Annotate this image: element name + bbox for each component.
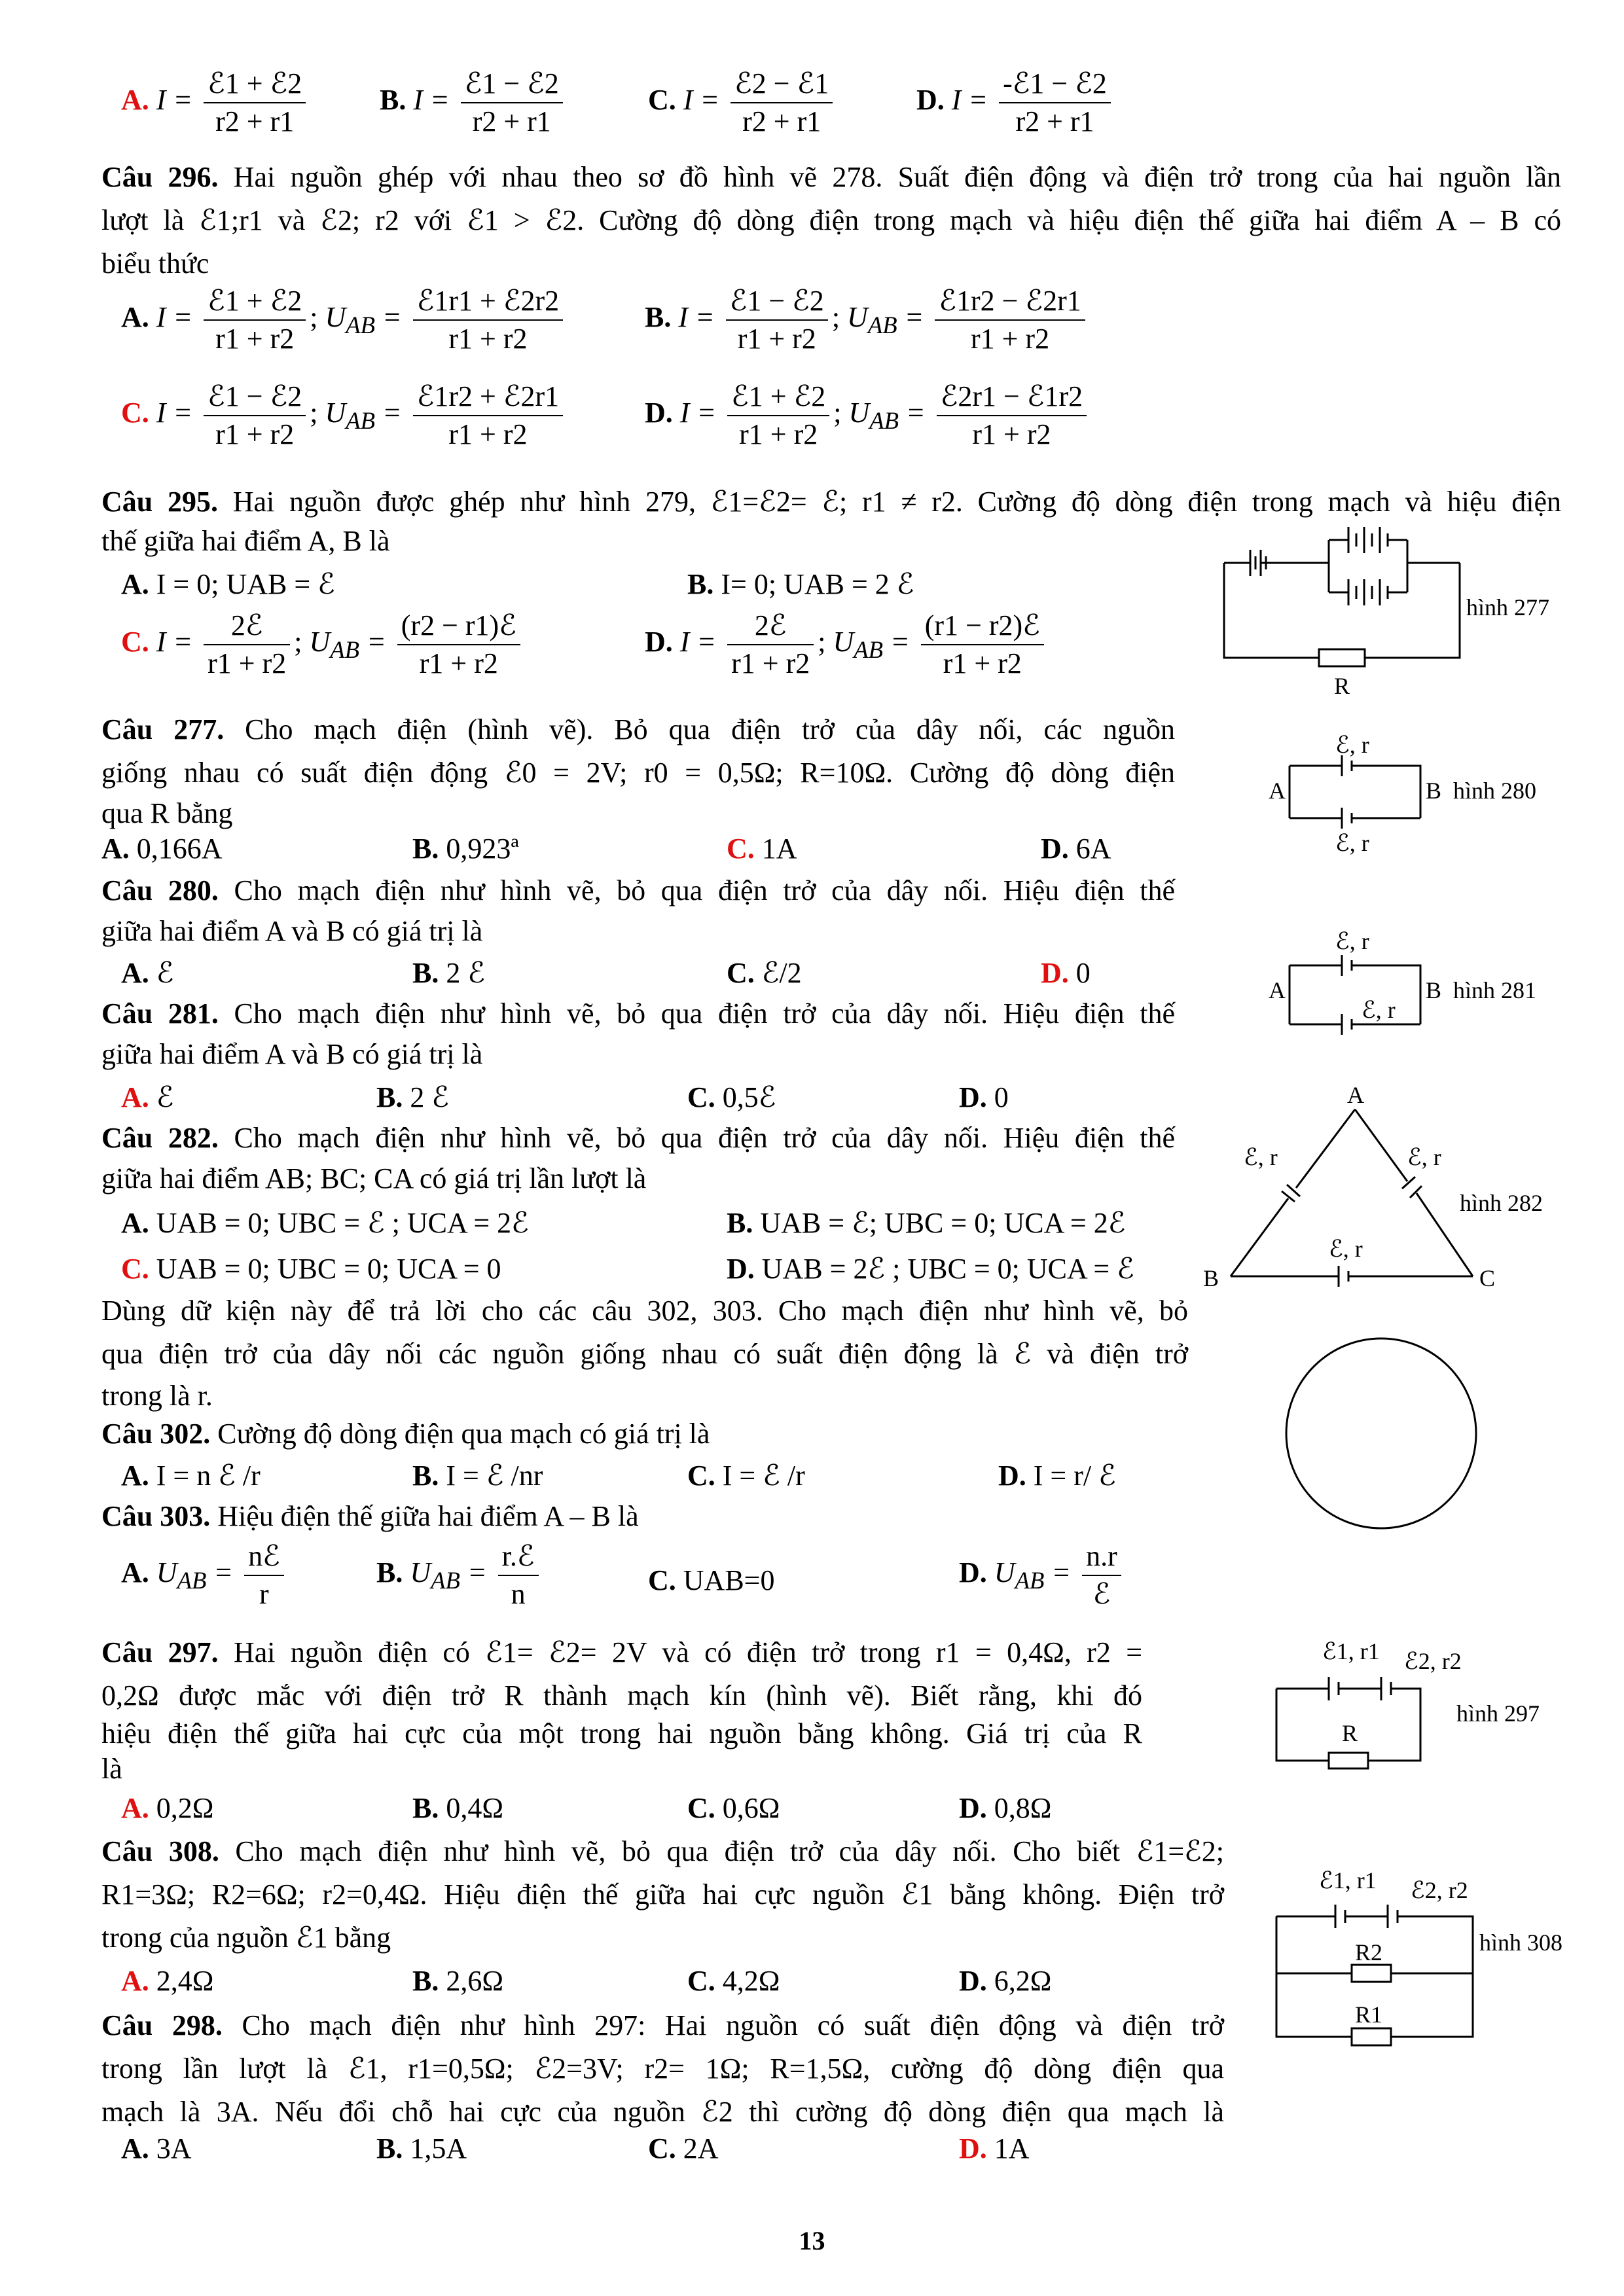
option-letter: D.: [1041, 957, 1069, 989]
numerator: ℰ1 − ℰ2: [204, 378, 306, 416]
question-text: Cho mạch điện như hình vẽ, bỏ qua điện trở của dây nối. Hiệu điện thế: [234, 1122, 1176, 1154]
denominator: r2 + r1: [742, 105, 821, 137]
option-text: 6,2Ω: [994, 1965, 1052, 1997]
q298-line1: [101, 2004, 1224, 2047]
option-text: UAB = 0; UBC = 0; UCA = 0: [156, 1253, 501, 1285]
q282-option-b: [727, 1206, 1125, 1241]
q308-line1: [101, 1830, 1224, 1873]
figure-297-r-label: R: [1342, 1720, 1358, 1746]
q308-option-a: [121, 1964, 213, 1999]
option-letter: D.: [998, 1460, 1026, 1492]
numerator: -ℰ1 − ℰ2: [999, 65, 1111, 103]
denominator: r1 + r2: [215, 323, 295, 355]
denominator: r2 + r1: [215, 105, 295, 137]
fraction: [1082, 1538, 1121, 1613]
shared-line3: [101, 1378, 213, 1414]
q277-option-b: [412, 831, 519, 867]
option-letter: A.: [121, 568, 149, 600]
option-letter: A.: [121, 1207, 149, 1239]
figure-281-bottom-label: ℰ, r: [1362, 997, 1396, 1023]
option-letter: D.: [959, 2132, 987, 2164]
q303-option-b: B. $U_{AB}$ = r.ℰ n: [376, 1538, 543, 1613]
formula-lhs: I =: [951, 84, 988, 117]
figure-281-b-label: B: [1426, 977, 1442, 1003]
option-letter: B.: [376, 1081, 403, 1113]
figure-281-top-label: ℰ, r: [1335, 928, 1369, 954]
question-text: Hai nguồn điện có ℰ1= ℰ2= 2V và có điện trở trong r1 = 0,4Ω, r2 =: [234, 1636, 1143, 1668]
q302-option-c: [687, 1458, 805, 1494]
option-letter: D.: [727, 1253, 755, 1285]
option-letter: A.: [121, 301, 149, 334]
q297-line2: [101, 1674, 1142, 1717]
q277-line2: [101, 751, 1175, 795]
numerator: ℰ1r1 + ℰ2r2: [413, 283, 563, 321]
question-text: Cho mạch điện như hình vẽ, bỏ qua điện trở của dây nối. Hiệu điện thế: [234, 874, 1176, 906]
option-letter: B.: [412, 1965, 439, 1997]
option-text: 0,8Ω: [994, 1792, 1052, 1824]
option-letter: C.: [687, 1081, 715, 1113]
figure-280: [1257, 733, 1558, 864]
numerator: ℰ2 − ℰ1: [731, 65, 833, 103]
q280-line1: [101, 869, 1175, 912]
top-option-c: [648, 65, 837, 140]
option-letter: A.: [121, 2132, 149, 2164]
figure-308-s1-label: ℰ1, r1: [1319, 1867, 1377, 1893]
option-letter: D.: [959, 1556, 987, 1589]
option-text: 0,2Ω: [156, 1792, 214, 1824]
figure-282-bottom-label: ℰ, r: [1329, 1236, 1363, 1262]
option-letter: B.: [376, 2132, 403, 2164]
q302-option-b: [412, 1458, 543, 1494]
option-letter: B.: [380, 84, 406, 117]
option-text: 2A: [683, 2132, 719, 2164]
question-text: hiệu điện thế giữa hai cực của một trong hai nguồn bằng không. Giá trị của R: [101, 1717, 1142, 1749]
option-letter: A.: [121, 1792, 149, 1824]
figure-282-caption: hình 282: [1460, 1190, 1543, 1216]
q277-option-d: [1041, 831, 1111, 867]
question-label: Câu 302.: [101, 1418, 211, 1450]
q308-line2: [101, 1873, 1224, 1916]
question-text: Hiệu điện thế giữa hai điểm A – B là: [217, 1500, 639, 1532]
fraction: [413, 378, 563, 453]
option-letter: C.: [121, 397, 149, 429]
q280-option-c: [727, 956, 802, 991]
q277-line1: [101, 708, 1175, 751]
option-text: UAB=0: [683, 1564, 775, 1596]
q302-option-a: [121, 1458, 261, 1494]
question-text: giống nhau có suất điện động ℰ0 = 2V; r0 = 0,5Ω; R=10Ω. Cường độ dòng điện: [101, 757, 1175, 789]
q308-option-b: [412, 1964, 503, 1999]
fraction: [731, 65, 833, 140]
denominator: r1 + r2: [448, 323, 528, 355]
numerator: ℰ1 − ℰ2: [461, 65, 563, 103]
q281-option-b: [376, 1080, 449, 1115]
question-text: qua R bằng: [101, 797, 233, 829]
denominator: r1 + r2: [737, 323, 816, 355]
question-text: Hai nguồn được ghép như hình 279, ℰ1=ℰ2= ℰ; r1 ≠ r2. Cường độ dòng điện trong mạch và hiệu điện: [232, 486, 1562, 518]
question-text: trong là r.: [101, 1380, 213, 1412]
figure-circle: [1276, 1329, 1486, 1538]
question-label: Câu 297.: [101, 1636, 219, 1668]
q281-option-c: [687, 1080, 776, 1115]
q298-line3: [101, 2090, 1224, 2134]
numerator: (r2 − r1)ℰ: [397, 607, 520, 645]
q302-option-d: [998, 1458, 1116, 1494]
option-text: 1A: [761, 833, 797, 865]
question-label: Câu 282.: [101, 1122, 219, 1154]
denominator: r: [259, 1578, 269, 1610]
figure-281: [1257, 920, 1558, 1050]
fraction: [999, 65, 1111, 140]
numerator: (r1 − r2)ℰ: [921, 607, 1044, 645]
q297-option-c: [687, 1791, 780, 1826]
q280-option-b: [412, 956, 485, 991]
numerator: r.ℰ: [498, 1538, 539, 1576]
q296-line1: [101, 156, 1561, 199]
option-letter: C.: [121, 1253, 149, 1285]
option-letter: B.: [376, 1556, 403, 1589]
denominator: n: [511, 1578, 526, 1610]
question-text: Cho mạch điện như hình 297: Hai nguồn có suất điện động và điện trở: [242, 2009, 1224, 2041]
question-label: Câu 298.: [101, 2009, 223, 2041]
q281-option-a: [121, 1080, 173, 1115]
option-letter: B.: [412, 1792, 439, 1824]
denominator: r1 + r2: [208, 647, 287, 679]
option-letter: D.: [959, 1792, 987, 1824]
option-letter: C.: [687, 1460, 715, 1492]
q297-line1: [101, 1631, 1142, 1674]
denominator: r1 + r2: [731, 647, 810, 679]
option-letter: A.: [121, 1556, 149, 1589]
option-text: 0,923ª: [446, 833, 519, 865]
fraction: [727, 607, 814, 682]
question-label: Câu 295.: [101, 486, 218, 518]
figure-282-b-label: B: [1203, 1265, 1219, 1289]
numerator: ℰ1 + ℰ2: [204, 283, 306, 321]
option-text: I = 0; UAB = ℰ: [156, 568, 335, 600]
q295-option-d: D. I = 2ℰ r1 + r2 ; $U_{AB}$ = (r1 − r2)ℰ r1 + r2: [645, 607, 1048, 682]
option-text: I = ℰ /r: [722, 1460, 805, 1492]
q296-option-a: A. I = ℰ1 + ℰ2 r1 + r2 ; $U_{AB}$ = ℰ1r1 + ℰ2r2 r1 + r2: [121, 283, 567, 357]
q303-option-a: A. $U_{AB}$ = nℰ r: [121, 1538, 288, 1613]
q295-option-b: [687, 567, 914, 602]
q308-option-d: [959, 1964, 1051, 1999]
figure-280-caption: hình 280: [1453, 778, 1537, 804]
option-text: I= 0; UAB = 2 ℰ: [721, 568, 914, 600]
option-text: ℰ/2: [761, 957, 802, 989]
figure-281-caption: hình 281: [1453, 977, 1537, 1003]
option-letter: D.: [916, 84, 945, 117]
numerator: n.r: [1082, 1538, 1121, 1576]
fraction: [204, 65, 306, 140]
top-option-d: [916, 65, 1115, 140]
top-option-a: [121, 65, 310, 140]
question-label: Câu 296.: [101, 161, 219, 193]
option-text: 2,6Ω: [446, 1965, 504, 1997]
fraction: [461, 65, 563, 140]
formula-lhs: I =: [413, 84, 450, 117]
option-text: ℰ: [156, 1081, 174, 1113]
denominator: r1 + r2: [215, 418, 295, 450]
q281-option-d: [959, 1080, 1009, 1115]
q303-option-d: D. $U_{AB}$ = n.r ℰ: [959, 1538, 1125, 1613]
option-text: 0: [994, 1081, 1009, 1113]
question-text: Hai nguồn ghép với nhau theo sơ đồ hình vẽ 278. Suất điện động và điện trở trong của hai nguồn lần: [233, 161, 1562, 193]
option-letter: A.: [121, 1460, 149, 1492]
question-text: qua điện trở của dây nối các nguồn giống nhau có suất điện động là ℰ và điện trở: [101, 1338, 1188, 1370]
figure-308-r1-label: R1: [1355, 2001, 1383, 2028]
question-text: Cường độ dòng điện qua mạch có giá trị là: [217, 1418, 710, 1450]
option-letter: C.: [121, 626, 149, 658]
q297-line3: [101, 1712, 1142, 1755]
question-text: trong lần lượt là ℰ1, r1=0,5Ω; ℰ2=3V; r2= 1Ω; R=1,5Ω, cường độ dòng điện qua: [101, 2053, 1224, 2085]
page-number: 13: [799, 2226, 825, 2255]
option-letter: A.: [101, 833, 130, 865]
fraction: [498, 1538, 539, 1613]
figure-280-bottom-label: ℰ, r: [1335, 830, 1369, 856]
q303-line1: [101, 1499, 639, 1534]
fraction: [921, 607, 1044, 682]
option-letter: B.: [687, 568, 714, 600]
numerator: nℰ: [244, 1538, 284, 1576]
option-letter: C.: [687, 1792, 715, 1824]
question-label: Câu 308.: [101, 1835, 219, 1867]
fraction: [204, 607, 290, 682]
option-letter: D.: [645, 397, 673, 429]
numerator: ℰ1 − ℰ2: [726, 283, 828, 321]
q303-option-c: [648, 1563, 775, 1598]
figure-280-top-label: ℰ, r: [1335, 733, 1369, 758]
figure-282-left-label: ℰ, r: [1244, 1144, 1278, 1170]
q298-option-b: [376, 2131, 467, 2166]
option-text: UAB = 2ℰ ; UBC = 0; UCA = ℰ: [761, 1253, 1134, 1285]
option-text: UAB = 0; UBC = ℰ ; UCA = 2ℰ: [156, 1207, 529, 1239]
q297-line4: [101, 1751, 122, 1787]
option-letter: C.: [648, 2132, 676, 2164]
denominator: r1 + r2: [972, 418, 1051, 450]
option-text: 0: [1075, 957, 1091, 989]
fraction: [397, 607, 520, 682]
option-text: 0,6Ω: [722, 1792, 780, 1824]
q277-option-a: [101, 831, 223, 867]
question-text: mạch là 3A. Nếu đổi chỗ hai cực của nguồn ℰ2 thì cường độ dòng điện qua mạch là: [101, 2096, 1224, 2128]
question-text: biểu thức: [101, 247, 209, 279]
figure-280-b-label: B: [1426, 778, 1442, 804]
option-text: UAB = ℰ; UBC = 0; UCA = 2ℰ: [760, 1207, 1126, 1239]
question-text: trong của nguồn ℰ1 bằng: [101, 1922, 391, 1954]
q280-line2: [101, 914, 482, 949]
figure-277-r-label: R: [1334, 673, 1350, 699]
option-text: 2,4Ω: [156, 1965, 214, 1997]
option-text: 2 ℰ: [446, 957, 485, 989]
numerator: ℰ1r2 + ℰ2r1: [413, 378, 563, 416]
q296-option-c: C. I = ℰ1 − ℰ2 r1 + r2 ; $U_{AB}$ = ℰ1r2 + ℰ2r1 r1 + r2: [121, 378, 567, 453]
option-letter: B.: [412, 833, 439, 865]
option-letter: A.: [121, 1965, 149, 1997]
option-text: 0,4Ω: [446, 1792, 504, 1824]
figure-297-caption: hình 297: [1456, 1700, 1540, 1727]
shared-line2: [101, 1333, 1188, 1376]
option-letter: C.: [687, 1965, 715, 1997]
q282-line2: [101, 1161, 646, 1196]
denominator: ℰ: [1092, 1578, 1111, 1610]
figure-281-a-label: A: [1269, 977, 1286, 1003]
figure-308-r2-label: R2: [1355, 1939, 1383, 1965]
question-label: Câu 280.: [101, 874, 219, 906]
fraction: [727, 378, 829, 453]
option-letter: C.: [648, 1564, 676, 1596]
q280-option-a: [121, 956, 173, 991]
fraction: [244, 1538, 284, 1613]
formula-lhs: I =: [683, 84, 720, 117]
fraction: [935, 283, 1085, 357]
option-text: 1,5A: [410, 2132, 467, 2164]
question-text: là: [101, 1753, 122, 1785]
figure-282: [1191, 1080, 1571, 1289]
option-letter: B.: [412, 957, 439, 989]
question-text: lượt là ℰ1;r1 và ℰ2; r2 với ℰ1 > ℰ2. Cường độ dòng điện trong mạch và hiệu điện thế giữa hai điểm A – B có: [101, 204, 1561, 236]
q295-option-c: C. I = 2ℰ r1 + r2 ; $U_{AB}$ = (r2 − r1)ℰ r1 + r2: [121, 607, 524, 682]
fraction: [413, 283, 563, 357]
q277-line3: [101, 796, 232, 831]
option-letter: B.: [412, 1460, 439, 1492]
option-letter: D.: [1041, 833, 1069, 865]
fraction: [204, 283, 306, 357]
q296-option-b: B. I = ℰ1 − ℰ2 r1 + r2 ; $U_{AB}$ = ℰ1r2 − ℰ2r1 r1 + r2: [645, 283, 1089, 357]
question-text: thế giữa hai điểm A, B là: [101, 525, 390, 557]
numerator: 2ℰ: [204, 607, 290, 645]
option-letter: B.: [727, 1207, 753, 1239]
option-letter: C.: [727, 957, 755, 989]
q295-line2: [101, 524, 390, 559]
figure-280-a-label: A: [1269, 778, 1286, 804]
q282-option-c: [121, 1251, 501, 1287]
fraction: [204, 378, 306, 453]
q308-option-c: [687, 1964, 780, 1999]
numerator: ℰ1 + ℰ2: [204, 65, 306, 103]
figure-297: [1257, 1630, 1571, 1774]
option-letter: A.: [121, 1081, 149, 1113]
figure-282-a-label: A: [1347, 1082, 1364, 1108]
option-letter: D.: [959, 1965, 987, 1997]
q298-option-d: [959, 2131, 1030, 2166]
denominator: r1 + r2: [739, 418, 818, 450]
numerator: 2ℰ: [727, 607, 814, 645]
figure-297-s2-label: ℰ2, r2: [1404, 1648, 1462, 1674]
q282-option-d: [727, 1251, 1134, 1287]
denominator: r2 + r1: [472, 105, 551, 137]
top-option-b: [380, 65, 567, 140]
option-text: 4,2Ω: [722, 1965, 780, 1997]
q298-line2: [101, 2047, 1224, 2090]
question-label: Câu 277.: [101, 713, 225, 745]
q282-option-a: [121, 1206, 529, 1241]
figure-277: [1204, 511, 1571, 707]
q280-option-d: [1041, 956, 1091, 991]
option-text: ℰ: [156, 957, 174, 989]
denominator: r1 + r2: [448, 418, 528, 450]
option-text: I = n ℰ /r: [156, 1460, 261, 1492]
q281-line1: [101, 992, 1175, 1035]
figure-308-caption: hình 308: [1479, 1929, 1563, 1956]
option-text: 6A: [1075, 833, 1111, 865]
question-text: Cho mạch điện như hình vẽ, bỏ qua điện trở của dây nối. Hiệu điện thế: [234, 997, 1176, 1030]
question-text: 0,2Ω được mắc với điện trở R thành mạch kín (hình vẽ). Biết rằng, khi đó: [101, 1679, 1142, 1712]
option-letter: C.: [727, 833, 755, 865]
q308-line3: [101, 1920, 391, 1956]
q302-line1: [101, 1416, 710, 1452]
question-label: Câu 303.: [101, 1500, 211, 1532]
option-text: 3A: [156, 2132, 192, 2164]
figure-308: [1257, 1859, 1571, 2055]
denominator: r1 + r2: [419, 647, 498, 679]
option-text: I = ℰ /nr: [446, 1460, 543, 1492]
question-text: giữa hai điểm A và B có giá trị là: [101, 1038, 483, 1070]
q298-option-c: [648, 2131, 719, 2166]
option-text: 0,5ℰ: [722, 1081, 776, 1113]
option-letter: B.: [645, 301, 672, 334]
q298-option-a: [121, 2131, 192, 2166]
q296-option-d: D. I = ℰ1 + ℰ2 r1 + r2 ; $U_{AB}$ = ℰ2r1 − ℰ1r2 r1 + r2: [645, 378, 1091, 453]
option-letter: D.: [959, 1081, 987, 1113]
denominator: r2 + r1: [1015, 105, 1094, 137]
question-text: Dùng dữ kiện này để trả lời cho các câu 302, 303. Cho mạch điện như hình vẽ, bỏ: [101, 1295, 1188, 1327]
numerator: ℰ2r1 − ℰ1r2: [937, 378, 1087, 416]
q277-option-c: [727, 831, 797, 867]
fraction: [937, 378, 1087, 453]
question-text: Cho mạch điện như hình vẽ, bỏ qua điện trở của dây nối. Cho biết ℰ1=ℰ2;: [235, 1835, 1225, 1867]
q296-line2: [101, 199, 1561, 242]
numerator: ℰ1 + ℰ2: [727, 378, 829, 416]
option-text: I = r/ ℰ: [1033, 1460, 1116, 1492]
figure-282-right-label: ℰ, r: [1407, 1144, 1441, 1170]
q297-option-b: [412, 1791, 503, 1826]
option-letter: A.: [121, 957, 149, 989]
figure-277-caption: hình 277: [1466, 594, 1550, 620]
shared-line1: [101, 1289, 1188, 1333]
option-text: 1A: [994, 2132, 1030, 2164]
question-text: R1=3Ω; R2=6Ω; r2=0,4Ω. Hiệu điện thế giữa hai cực nguồn ℰ1 bằng không. Điện trở: [101, 1878, 1224, 1910]
q282-line1: [101, 1117, 1175, 1160]
fraction: [726, 283, 828, 357]
q281-line2: [101, 1037, 482, 1072]
question-text: giữa hai điểm A và B có giá trị là: [101, 915, 483, 947]
q297-option-d: [959, 1791, 1051, 1826]
q295-option-a: [121, 567, 335, 602]
figure-282-c-label: C: [1479, 1265, 1496, 1289]
option-text: 0,166A: [136, 833, 223, 865]
denominator: r1 + r2: [943, 647, 1022, 679]
q297-option-a: [121, 1791, 213, 1826]
formula-lhs: I =: [156, 84, 193, 117]
q296-line3: [101, 246, 209, 281]
question-label: Câu 281.: [101, 997, 219, 1030]
question-text: Cho mạch điện (hình vẽ). Bỏ qua điện trở của dây nối, các nguồn: [245, 713, 1176, 745]
question-text: giữa hai điểm AB; BC; CA có giá trị lần lượt là: [101, 1162, 647, 1194]
option-letter: D.: [645, 626, 673, 658]
denominator: r1 + r2: [970, 323, 1050, 355]
numerator: ℰ1r2 − ℰ2r1: [935, 283, 1085, 321]
figure-297-s1-label: ℰ1, r1: [1322, 1638, 1380, 1664]
figure-308-s2-label: ℰ2, r2: [1411, 1877, 1468, 1903]
option-letter: C.: [648, 84, 676, 117]
option-text: 2 ℰ: [410, 1081, 449, 1113]
option-letter: A.: [121, 84, 149, 117]
